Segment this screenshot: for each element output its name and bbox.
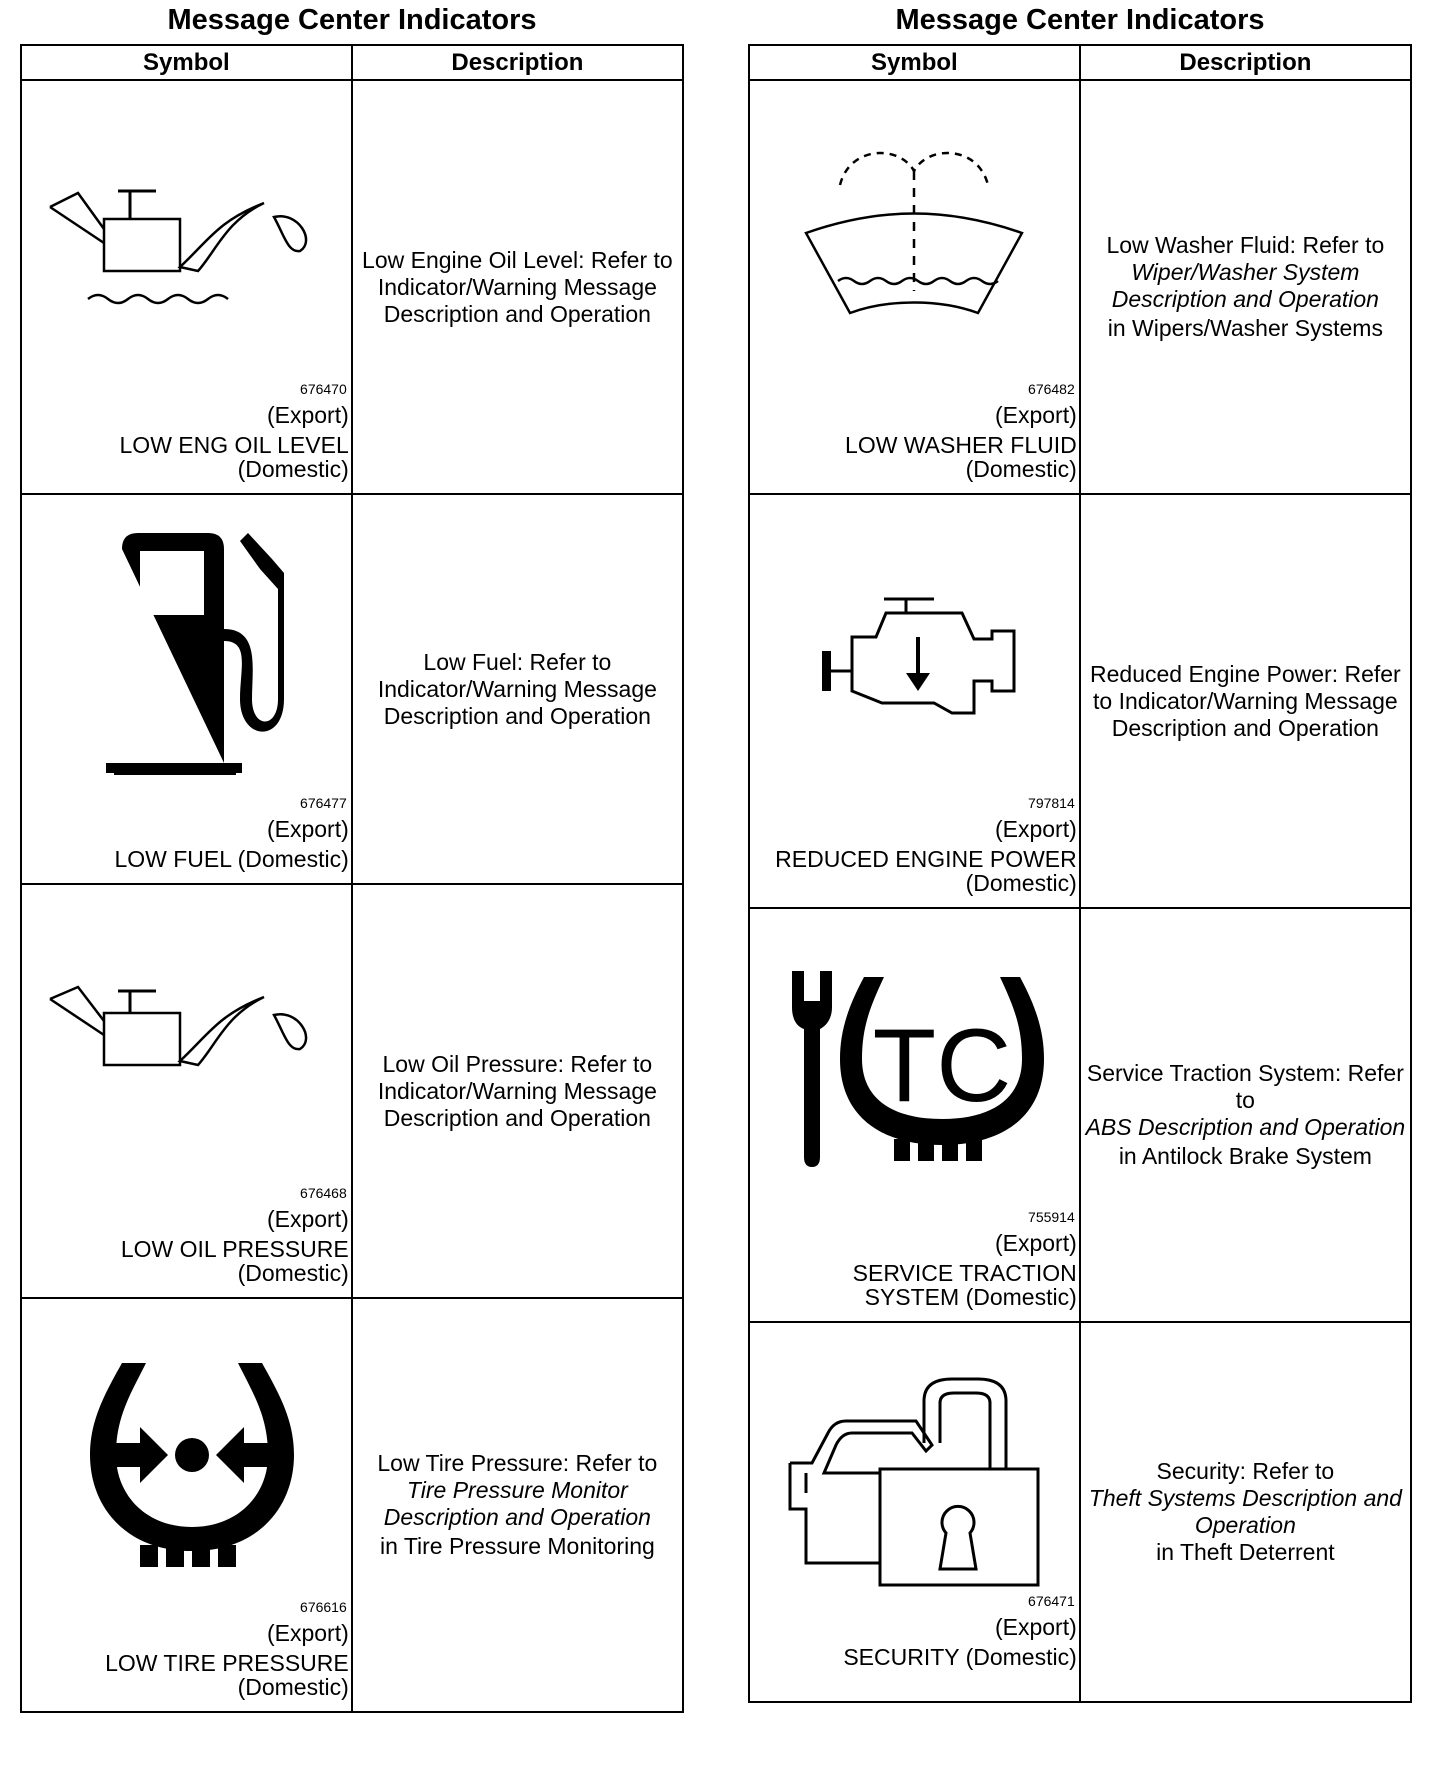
figure-code: 676471 bbox=[1028, 1593, 1075, 1609]
symbol-column-header: Symbol bbox=[749, 45, 1080, 80]
symbol-column-header: Symbol bbox=[21, 45, 352, 80]
caption-export: (Export) bbox=[994, 1614, 1077, 1640]
symbol-cell bbox=[749, 494, 1080, 908]
description-column-header: Description bbox=[352, 45, 683, 80]
panel-title: Message Center Indicators bbox=[895, 4, 1265, 36]
reduced-engine-power-icon bbox=[822, 591, 1022, 731]
figure-code: 797814 bbox=[1028, 795, 1075, 811]
description-text: in Theft Deterrent bbox=[1156, 1539, 1335, 1565]
description-text: Low Oil Pressure: Refer to Indicator/Warning Message Description and Operation bbox=[377, 1050, 657, 1131]
security-lock-icon bbox=[780, 1373, 1050, 1593]
indicator-table bbox=[748, 44, 1412, 1703]
figure-code: 676468 bbox=[300, 1185, 347, 1201]
description-text: in Antilock Brake System bbox=[1118, 1143, 1372, 1169]
description-text: Reduced Engine Power: Refer to Indicator/Warning Message Description and Operation bbox=[1090, 660, 1401, 741]
description-text: Low Engine Oil Level: Refer to Indicator/Warning Message Description and Operation bbox=[362, 246, 673, 327]
figure-code: 676477 bbox=[300, 795, 347, 811]
caption-domestic: (Domestic) bbox=[965, 456, 1077, 482]
symbol-cell bbox=[21, 494, 352, 884]
service-traction-icon bbox=[778, 967, 1048, 1177]
tire-pressure-icon bbox=[82, 1355, 302, 1575]
description-cell bbox=[352, 884, 683, 1298]
description-cell bbox=[1080, 908, 1411, 1322]
table-row bbox=[21, 494, 683, 884]
description-cell bbox=[352, 1298, 683, 1712]
caption-export: (Export) bbox=[994, 402, 1077, 428]
symbol-cell bbox=[749, 1322, 1080, 1702]
description-cell bbox=[1080, 494, 1411, 908]
description-reference: ABS Description and Operation bbox=[1085, 1114, 1406, 1140]
description-text: Low Fuel: Refer to Indicator/Warning Message Description and Operation bbox=[377, 648, 657, 729]
description-text: Low Washer Fluid: Refer to bbox=[1106, 232, 1385, 258]
table-row bbox=[749, 1322, 1411, 1702]
indicator-table bbox=[20, 44, 684, 1713]
caption-export: (Export) bbox=[266, 402, 349, 428]
caption-domestic: (Domestic) bbox=[237, 1260, 349, 1286]
figure-code: 676616 bbox=[300, 1599, 347, 1615]
caption-domestic: LOW OIL PRESSURE bbox=[120, 1236, 349, 1262]
description-text: Service Traction System: Refer to bbox=[1086, 1060, 1404, 1113]
caption-domestic: (Domestic) bbox=[237, 456, 349, 482]
caption-export: (Export) bbox=[266, 1620, 349, 1646]
caption-domestic: (Domestic) bbox=[237, 1674, 349, 1700]
table-row bbox=[21, 80, 683, 494]
oil-can-level-icon bbox=[48, 181, 308, 321]
description-text: in Tire Pressure Monitoring bbox=[379, 1533, 655, 1559]
symbol-cell bbox=[749, 908, 1080, 1322]
description-cell bbox=[352, 494, 683, 884]
traction-label: TC bbox=[872, 1008, 1012, 1124]
description-text: Low Tire Pressure: Refer to bbox=[377, 1450, 658, 1476]
symbol-cell bbox=[21, 80, 352, 494]
table-row bbox=[21, 1298, 683, 1712]
caption-domestic: LOW TIRE PRESSURE bbox=[105, 1650, 349, 1676]
caption-export: (Export) bbox=[994, 816, 1077, 842]
description-cell bbox=[352, 80, 683, 494]
fuel-pump-icon bbox=[100, 529, 310, 779]
figure-code: 676470 bbox=[300, 381, 347, 397]
oil-can-pressure-icon bbox=[48, 985, 308, 1095]
symbol-cell bbox=[21, 884, 352, 1298]
caption-domestic: SERVICE TRACTION bbox=[852, 1260, 1077, 1286]
description-cell bbox=[1080, 80, 1411, 494]
symbol-cell bbox=[21, 1298, 352, 1712]
caption-export: (Export) bbox=[266, 1206, 349, 1232]
caption-domestic: LOW WASHER FLUID bbox=[845, 432, 1077, 458]
table-row bbox=[749, 494, 1411, 908]
panel-title: Message Center Indicators bbox=[167, 4, 537, 36]
caption-domestic: LOW ENG OIL LEVEL bbox=[119, 432, 349, 458]
symbol-cell bbox=[749, 80, 1080, 494]
caption-domestic: LOW FUEL (Domestic) bbox=[114, 846, 349, 872]
figure-code: 755914 bbox=[1028, 1209, 1075, 1225]
caption-domestic: SECURITY (Domestic) bbox=[843, 1644, 1077, 1670]
description-reference: Tire Pressure Monitor Description and Operation bbox=[383, 1477, 651, 1530]
description-text: Security: Refer to bbox=[1156, 1458, 1335, 1484]
caption-domestic: REDUCED ENGINE POWER bbox=[775, 846, 1077, 872]
caption-export: (Export) bbox=[994, 1230, 1077, 1256]
caption-domestic: (Domestic) bbox=[965, 870, 1077, 896]
figure-code: 676482 bbox=[1028, 381, 1075, 397]
description-text: in Wipers/Washer Systems bbox=[1107, 315, 1383, 341]
description-reference: Wiper/Washer System Description and Operation bbox=[1111, 259, 1379, 312]
description-reference: Theft Systems Description and Operation bbox=[1088, 1485, 1402, 1538]
table-row bbox=[749, 80, 1411, 494]
table-row bbox=[21, 884, 683, 1298]
description-cell bbox=[1080, 1322, 1411, 1702]
caption-export: (Export) bbox=[266, 816, 349, 842]
description-column-header: Description bbox=[1080, 45, 1411, 80]
washer-fluid-icon bbox=[800, 141, 1030, 331]
caption-domestic: SYSTEM (Domestic) bbox=[864, 1284, 1077, 1310]
table-row bbox=[749, 908, 1411, 1322]
